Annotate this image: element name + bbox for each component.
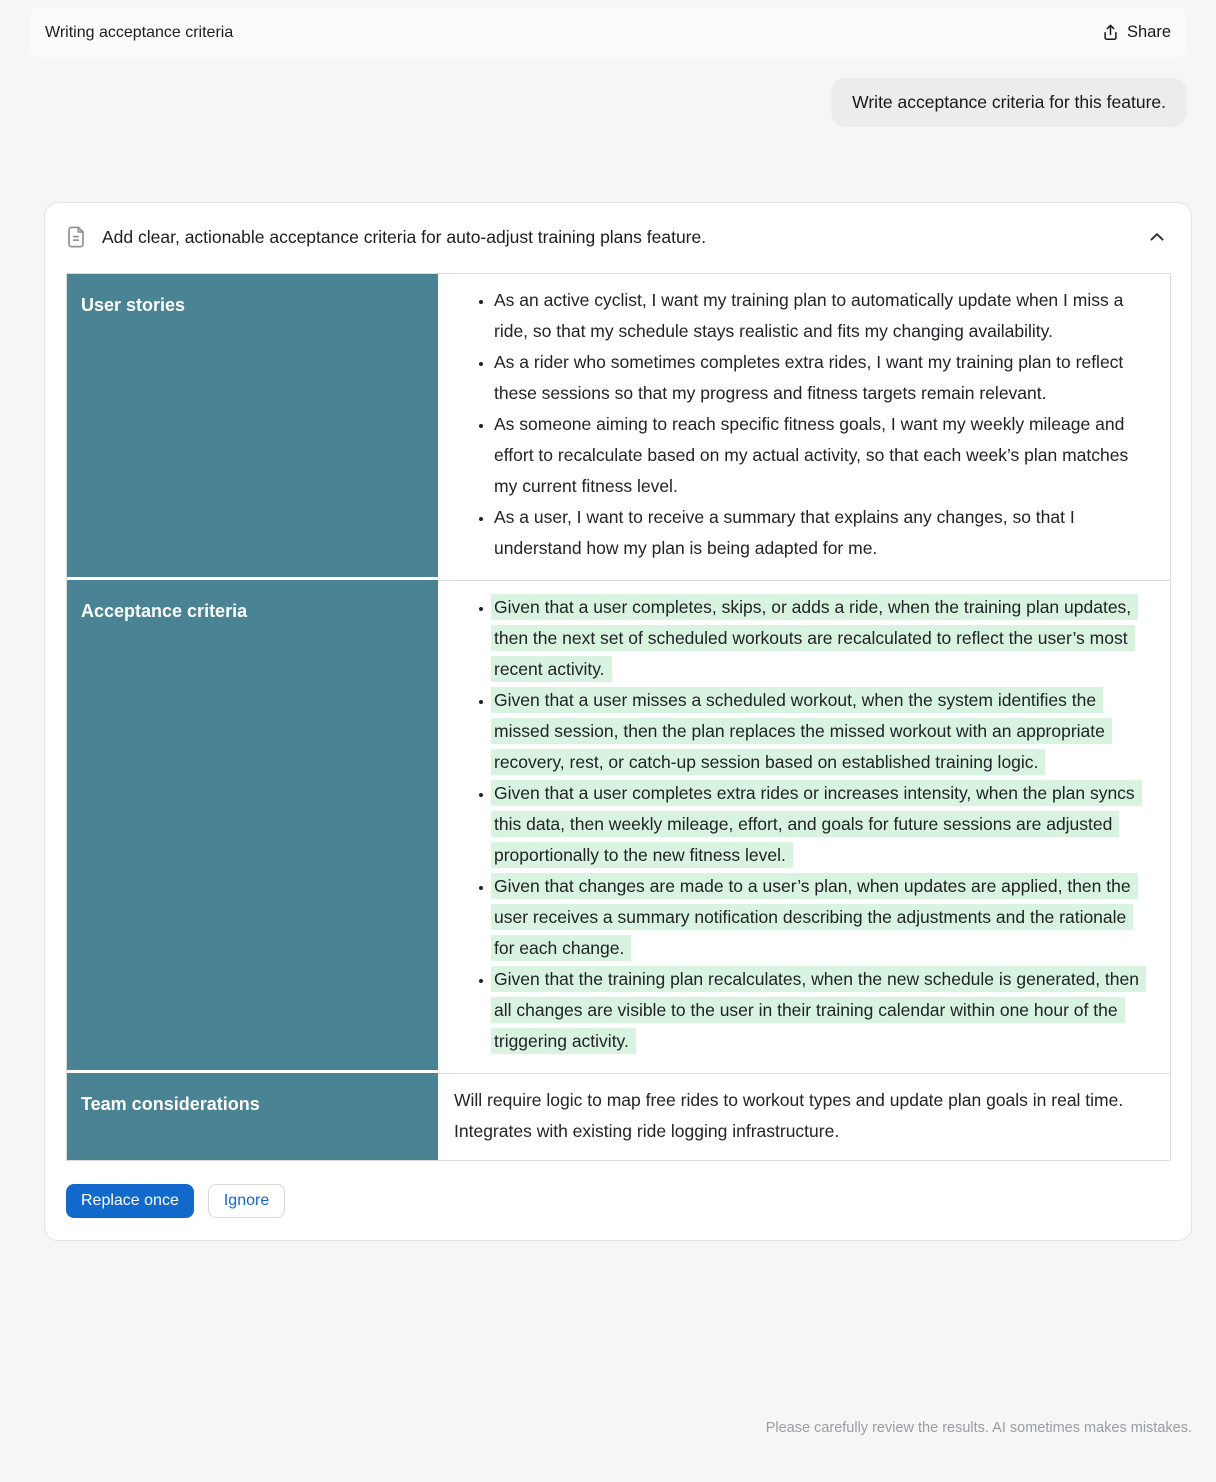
user-message-bubble: Write acceptance criteria for this feature. xyxy=(831,78,1187,127)
share-button[interactable] xyxy=(1101,23,1171,42)
highlighted-text: Given that a user completes extra rides or increases intensity, when the plan syncs this data, then weekly mileage, effort, and goals for future sessions are adjusted proportionally to the new fitness level. xyxy=(491,780,1142,868)
bullet-list xyxy=(438,285,1146,564)
bullet-text: As someone aiming to reach specific fitness goals, I want my weekly mileage and effort to recalculate based on my actual activity, so that each week’s plan matches my current fitness level. xyxy=(494,414,1129,496)
bullet-item xyxy=(494,964,1146,1057)
criteria-table xyxy=(66,273,1171,1161)
table-row xyxy=(67,580,1170,1070)
card-header[interactable] xyxy=(45,203,1191,268)
bullet-text: As an active cyclist, I want my training plan to automatically update when I miss a ride, so that my schedule stays realistic and fits my changing availability. xyxy=(494,290,1124,341)
bullet-list xyxy=(438,592,1146,1057)
bullet-item xyxy=(494,409,1146,502)
disclaimer-text: Please carefully review the results. AI sometimes makes mistakes. xyxy=(765,1420,1192,1436)
highlighted-text: Given that a user misses a scheduled workout, when the system identifies the missed session, then the plan replaces the missed workout with an appropriate recovery, rest, or catch-up session based on established training logic. xyxy=(491,687,1112,775)
highlighted-text: Given that changes are made to a user’s plan, when updates are applied, then the user receives a summary notification describing the adjustments and the rationale for each change. xyxy=(491,873,1138,961)
user-message-row xyxy=(30,78,1187,127)
conversation-header xyxy=(30,8,1186,57)
bullet-item xyxy=(494,592,1146,685)
suggestion-card xyxy=(44,202,1192,1241)
bullet-item xyxy=(494,685,1146,778)
ignore-button[interactable]: Ignore xyxy=(208,1184,285,1218)
share-icon xyxy=(1101,23,1120,42)
document-icon xyxy=(65,224,87,250)
card-title: Add clear, actionable acceptance criteria for auto-adjust training plans feature. xyxy=(102,226,707,247)
row-header-acceptance-criteria: Acceptance criteria xyxy=(67,580,438,1070)
bullet-item xyxy=(494,871,1146,964)
row-content-acceptance-criteria xyxy=(438,580,1170,1070)
row-header-user-stories: User stories xyxy=(67,274,438,577)
row-text: Will require logic to map free rides to workout types and update plan goals in real time. Integrates with existing ride logging infrastructure. xyxy=(454,1090,1124,1141)
bullet-item xyxy=(494,502,1146,564)
bullet-item xyxy=(494,778,1146,871)
bullet-text: As a user, I want to receive a summary that explains any changes, so that I understand how my plan is being adapted for me. xyxy=(494,507,1075,558)
highlighted-text: Given that the training plan recalculates, when the new schedule is generated, then all changes are visible to the user in their training calendar within one hour of the triggering activity. xyxy=(491,966,1146,1054)
conversation-title: Writing acceptance criteria xyxy=(45,23,234,41)
highlighted-text: Given that a user completes, skips, or adds a ride, when the training plan updates, then the next set of scheduled workouts are recalculated to reflect the user’s most recent activity. xyxy=(491,594,1138,682)
row-content-team-considerations xyxy=(438,1073,1170,1160)
table-row xyxy=(67,274,1170,577)
action-buttons xyxy=(45,1161,1191,1218)
share-label: Share xyxy=(1126,23,1171,41)
bullet-item xyxy=(494,347,1146,409)
row-content-user-stories xyxy=(438,274,1170,577)
bullet-item xyxy=(494,285,1146,347)
replace-once-button[interactable]: Replace once xyxy=(66,1184,194,1218)
table-row xyxy=(67,1073,1170,1160)
row-header-team-considerations: Team considerations xyxy=(67,1073,438,1160)
bullet-text: As a rider who sometimes completes extra rides, I want my training plan to reflect these sessions so that my progress and fitness targets remain relevant. xyxy=(494,352,1124,403)
chevron-up-icon[interactable] xyxy=(1145,225,1169,249)
